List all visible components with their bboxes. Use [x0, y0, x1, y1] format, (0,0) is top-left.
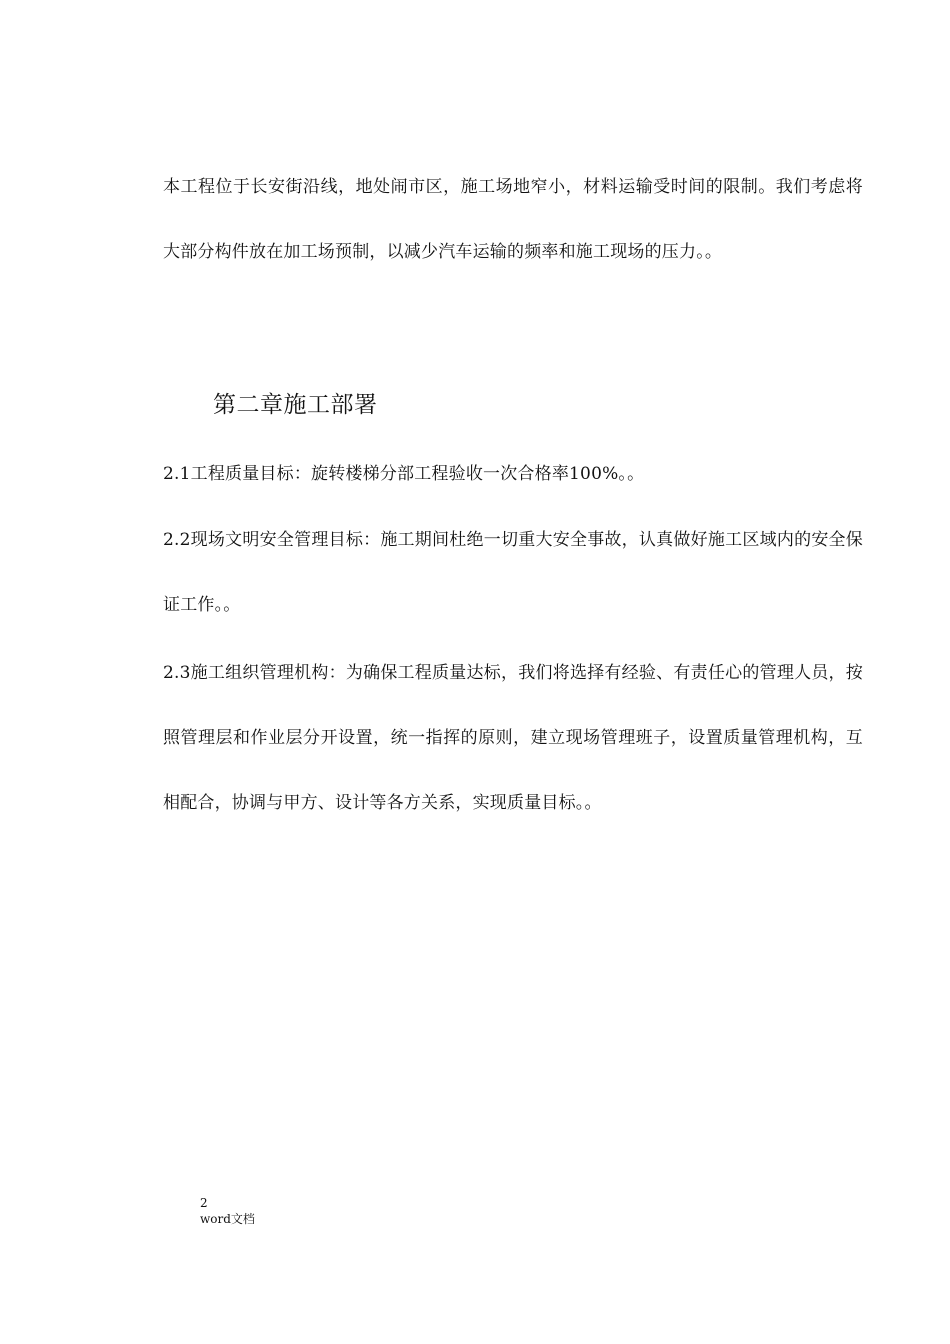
- chapter-title: 第二章施工部署: [213, 392, 378, 418]
- intro-paragraph: 本工程位于长安街沿线，地处闹市区，施工场地窄小，材料运输受时间的限制。我们考虑将大部分构件放在加工场预制，以减少汽车运输的频率和施工现场的压力。。: [163, 177, 863, 262]
- page-number: 2: [200, 1196, 208, 1210]
- doc-label: word文档: [200, 1212, 255, 1226]
- section-2-2-paragraph: 2.2现场文明安全管理目标：施工期间杜绝一切重大安全事故，认真做好施工区域内的安全保证工作。。: [163, 530, 863, 615]
- section-2-3-paragraph: 2.3施工组织管理机构：为确保工程质量达标，我们将选择有经验、有责任心的管理人员，按照管理层和作业层分开设置，统一指挥的原则，建立现场管理班子，设置质量管理机构，互相配合，协调与甲方、设计等各方关系，实现质量目标。。: [163, 663, 863, 813]
- section-2-1-paragraph: 2.1工程质量目标：旋转楼梯分部工程验收一次合格率100%。。: [163, 464, 645, 484]
- page-footer: [200, 1195, 255, 1227]
